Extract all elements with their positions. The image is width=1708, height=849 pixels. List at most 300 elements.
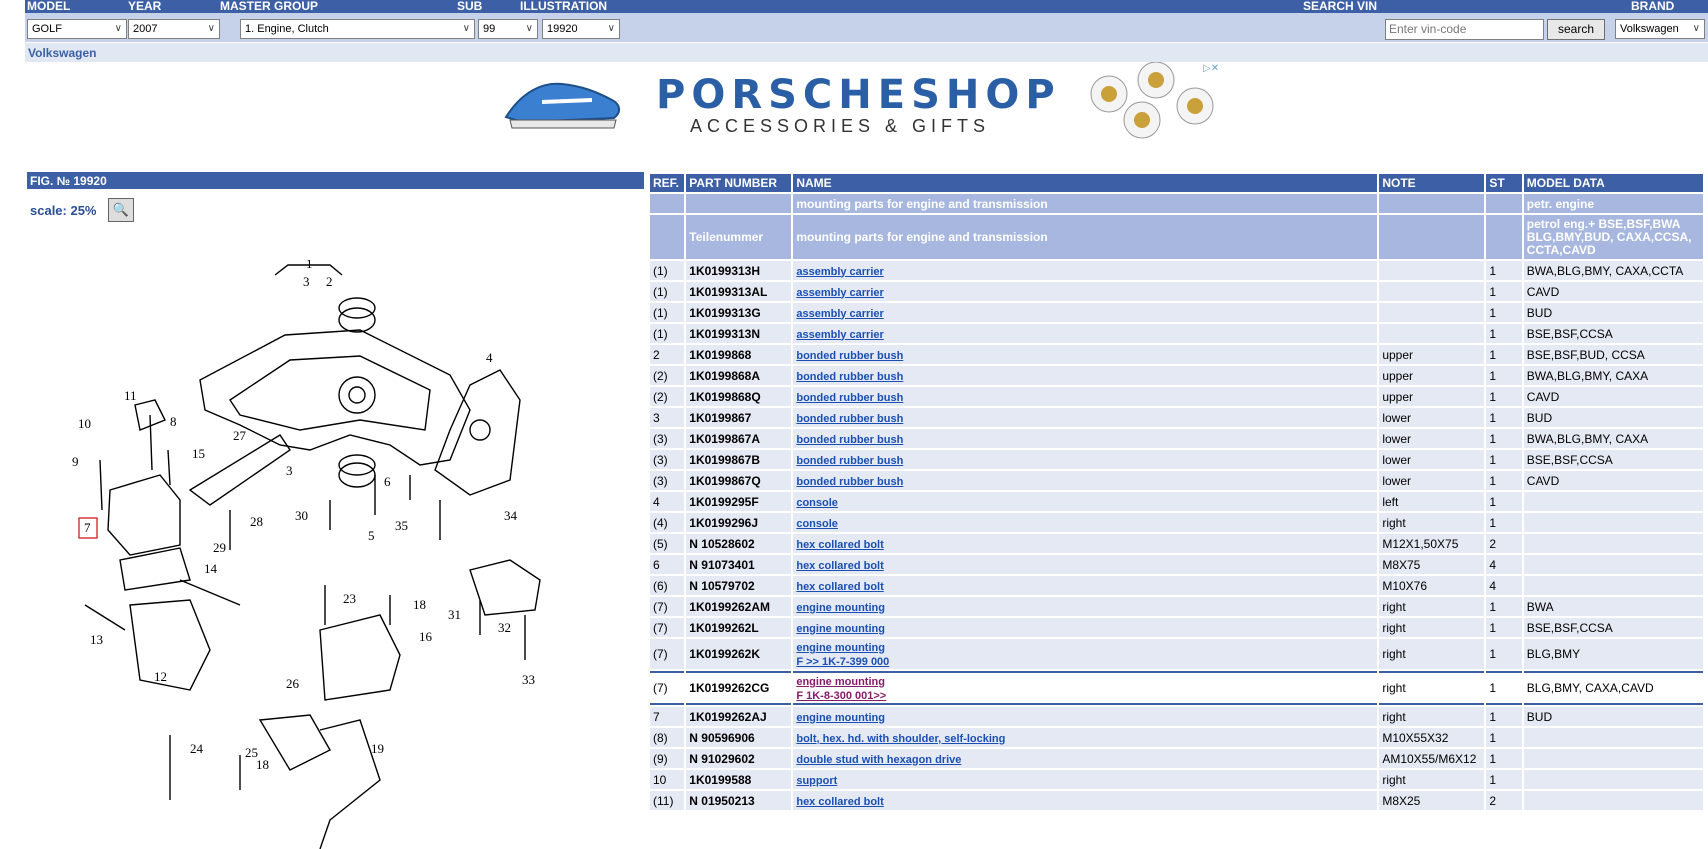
year-select-value: 2007 bbox=[133, 23, 158, 35]
table-row[interactable] bbox=[650, 791, 1703, 810]
cell-name bbox=[793, 408, 1377, 427]
diagram-callout[interactable]: 27 bbox=[233, 428, 246, 443]
cell-pn: 1K0199262AJ bbox=[686, 707, 791, 726]
part-name-link[interactable]: bonded rubber bush bbox=[796, 412, 904, 425]
cell-pn: 1K0199262L bbox=[686, 618, 791, 637]
cell-name bbox=[793, 618, 1377, 637]
diagram-callout[interactable]: 8 bbox=[170, 414, 177, 429]
cell-ref: (1) bbox=[650, 282, 684, 301]
cell-pn: N 91073401 bbox=[686, 555, 791, 574]
cell-name bbox=[793, 707, 1377, 726]
group-cell-pn: Teilenummer bbox=[686, 215, 791, 259]
cell-name bbox=[793, 749, 1377, 768]
table-row[interactable] bbox=[650, 576, 1703, 595]
table-row[interactable] bbox=[650, 303, 1703, 322]
part-name-link[interactable]: hex collared bolt bbox=[796, 580, 884, 593]
part-name-link[interactable]: assembly carrier bbox=[796, 307, 884, 320]
part-name-link[interactable]: assembly carrier bbox=[796, 286, 884, 299]
cell-st: 1 bbox=[1486, 345, 1521, 364]
cell-model: BSE,BSF,BUD, CCSA bbox=[1524, 345, 1703, 364]
table-row[interactable] bbox=[650, 534, 1703, 553]
diagram-callout[interactable]: 24 bbox=[190, 741, 203, 756]
parts-diagram-drawing bbox=[30, 260, 650, 849]
col-note: NOTE bbox=[1379, 174, 1484, 192]
cell-name bbox=[793, 513, 1377, 532]
cell-pn: 1K0199867B bbox=[686, 450, 791, 469]
cell-pn: 1K0199313AL bbox=[686, 282, 791, 301]
cell-st: 1 bbox=[1486, 597, 1521, 616]
part-name-link[interactable]: bolt, hex. hd. with shoulder, self-locking bbox=[796, 732, 1006, 745]
cell-st: 1 bbox=[1486, 618, 1521, 637]
cell-pn: 1K0199295F bbox=[686, 492, 791, 511]
cell-pn: 1K0199296J bbox=[686, 513, 791, 532]
table-row[interactable] bbox=[650, 728, 1703, 747]
table-row[interactable] bbox=[650, 471, 1703, 490]
cell-note: right bbox=[1379, 513, 1484, 532]
diagram-callout[interactable]: 5 bbox=[368, 528, 375, 543]
diagram-callout[interactable]: 7 bbox=[84, 520, 91, 535]
part-name-link[interactable]: engine mounting bbox=[796, 676, 885, 688]
illustration-select-value: 19920 bbox=[547, 23, 578, 35]
banner-subline: ACCESSORIES & GIFTS bbox=[690, 116, 991, 136]
chevron-down-icon: ∨ bbox=[1692, 23, 1700, 34]
parts-table bbox=[648, 172, 1705, 812]
part-name-link[interactable]: console bbox=[796, 517, 838, 530]
cell-st: 4 bbox=[1486, 576, 1521, 595]
cell-model: CAVD bbox=[1524, 471, 1703, 490]
cell-st: 1 bbox=[1486, 429, 1521, 448]
cell-name bbox=[793, 728, 1377, 747]
chevron-down-icon: ∨ bbox=[114, 23, 122, 34]
cell-ref: (5) bbox=[650, 534, 684, 553]
search-vin-label: SEARCH VIN bbox=[1303, 0, 1378, 13]
brand-select-value: Volkswagen bbox=[1620, 23, 1679, 35]
cell-note: right bbox=[1379, 639, 1484, 669]
cell-st: 4 bbox=[1486, 555, 1521, 574]
cell-st: 1 bbox=[1486, 450, 1521, 469]
porsche-plates-icon bbox=[1091, 62, 1213, 138]
cell-model: CAVD bbox=[1524, 282, 1703, 301]
cell-note: lower bbox=[1379, 408, 1484, 427]
year-label: YEAR bbox=[128, 0, 162, 13]
cell-st: 1 bbox=[1486, 749, 1521, 768]
cell-pn: N 91029602 bbox=[686, 749, 791, 768]
diagram-callout[interactable]: 3 bbox=[303, 274, 310, 289]
diagram-callout[interactable]: 19 bbox=[371, 741, 384, 756]
cell-model bbox=[1524, 770, 1703, 789]
scale-label: scale: 25% bbox=[30, 203, 97, 218]
cell-pn: 1K0199262CG bbox=[686, 671, 791, 705]
breadcrumb[interactable]: Volkswagen bbox=[28, 46, 97, 60]
cell-model: BUD bbox=[1524, 408, 1703, 427]
cell-pn: N 90596906 bbox=[686, 728, 791, 747]
cell-name bbox=[793, 770, 1377, 789]
diagram-callout[interactable]: 34 bbox=[504, 508, 517, 523]
vin-search-input[interactable]: Enter vin-code bbox=[1385, 19, 1544, 40]
cell-note: lower bbox=[1379, 450, 1484, 469]
cell-ref: 10 bbox=[650, 770, 684, 789]
cell-note: upper bbox=[1379, 345, 1484, 364]
engine-mount-left-drawing bbox=[108, 475, 180, 555]
cell-name bbox=[793, 429, 1377, 448]
table-row[interactable] bbox=[650, 282, 1703, 301]
diagram-callout[interactable]: 9 bbox=[72, 454, 79, 469]
group-cell-ref bbox=[650, 194, 684, 213]
diagram-callout[interactable]: 29 bbox=[213, 540, 226, 555]
diagram-callout[interactable]: 15 bbox=[192, 446, 205, 461]
table-row[interactable] bbox=[650, 492, 1703, 511]
cell-ref: 2 bbox=[650, 345, 684, 364]
cell-name bbox=[793, 471, 1377, 490]
master-group-label: MASTER GROUP bbox=[220, 0, 319, 13]
table-row[interactable] bbox=[650, 513, 1703, 532]
cell-ref: (8) bbox=[650, 728, 684, 747]
group-cell-ref bbox=[650, 215, 684, 259]
cell-pn: 1K0199868Q bbox=[686, 387, 791, 406]
cell-ref: (7) bbox=[650, 618, 684, 637]
filter-label-bar bbox=[25, 0, 1708, 13]
diagram-callout[interactable]: 18 bbox=[413, 597, 426, 612]
cell-model bbox=[1524, 534, 1703, 553]
table-row[interactable] bbox=[650, 366, 1703, 385]
sub-select-value: 99 bbox=[483, 23, 496, 35]
brand-select[interactable] bbox=[1615, 19, 1705, 39]
diagram-callout[interactable]: 13 bbox=[90, 632, 103, 647]
cell-model: BUD bbox=[1524, 707, 1703, 726]
cell-name bbox=[793, 387, 1377, 406]
table-row[interactable] bbox=[650, 387, 1703, 406]
cell-model: BSE,BSF,CCSA bbox=[1524, 450, 1703, 469]
callout-layer bbox=[72, 260, 535, 772]
group-row bbox=[650, 194, 1703, 213]
zoom-button[interactable] bbox=[108, 198, 134, 222]
part-name-link[interactable]: engine mounting bbox=[796, 642, 885, 654]
cell-pn: 1K0199262AM bbox=[686, 597, 791, 616]
table-row[interactable] bbox=[650, 671, 1703, 705]
cell-pn: 1K0199313N bbox=[686, 324, 791, 343]
table-row[interactable] bbox=[650, 770, 1703, 789]
brand-label: BRAND bbox=[1631, 0, 1675, 13]
cell-note: M8X75 bbox=[1379, 555, 1484, 574]
cell-ref: (1) bbox=[650, 324, 684, 343]
table-row[interactable] bbox=[650, 618, 1703, 637]
cell-name bbox=[793, 791, 1377, 810]
illustration-label: ILLUSTRATION bbox=[520, 0, 608, 13]
part-name-link[interactable]: engine mounting bbox=[796, 601, 885, 614]
group-cell-st bbox=[1486, 215, 1521, 259]
cell-st: 1 bbox=[1486, 671, 1521, 705]
diagram-callout[interactable]: 35 bbox=[395, 518, 408, 533]
part-name-link[interactable]: hex collared bolt bbox=[796, 795, 884, 808]
chevron-down-icon: ∨ bbox=[207, 23, 215, 34]
col-name: NAME bbox=[793, 174, 1377, 192]
cell-name bbox=[793, 450, 1377, 469]
transmission-mount-drawing bbox=[320, 615, 400, 700]
cell-name bbox=[793, 576, 1377, 595]
diagram-callout[interactable]: 1 bbox=[306, 260, 313, 271]
sub-select[interactable] bbox=[478, 19, 538, 39]
diagram-callout[interactable]: 11 bbox=[124, 388, 137, 403]
cell-name bbox=[793, 324, 1377, 343]
cell-name bbox=[793, 303, 1377, 322]
diagram-callout[interactable]: 16 bbox=[419, 629, 432, 644]
diagram-callout[interactable]: 31 bbox=[448, 607, 461, 622]
cell-pn: 1K0199868 bbox=[686, 345, 791, 364]
cell-st: 1 bbox=[1486, 770, 1521, 789]
model-select-value: GOLF bbox=[32, 23, 62, 35]
cell-note bbox=[1379, 282, 1484, 301]
cell-ref: (6) bbox=[650, 576, 684, 595]
cell-name bbox=[793, 345, 1377, 364]
cell-note: left bbox=[1379, 492, 1484, 511]
diagram-callout[interactable]: 2 bbox=[326, 274, 333, 289]
cell-note: upper bbox=[1379, 366, 1484, 385]
part-name-link[interactable]: hex collared bolt bbox=[796, 538, 884, 551]
part-name-link[interactable]: bonded rubber bush bbox=[796, 391, 904, 404]
cell-ref: (9) bbox=[650, 749, 684, 768]
cell-model bbox=[1524, 749, 1703, 768]
cell-note: lower bbox=[1379, 429, 1484, 448]
cell-ref: (1) bbox=[650, 303, 684, 322]
vin-search-button[interactable]: search bbox=[1547, 19, 1605, 40]
cell-st: 1 bbox=[1486, 639, 1521, 669]
table-row[interactable] bbox=[650, 707, 1703, 726]
diagram-callout[interactable]: 28 bbox=[250, 514, 263, 529]
figure-title: FIG. № 19920 bbox=[30, 174, 107, 188]
part-name-link[interactable]: support bbox=[796, 774, 838, 787]
cell-name bbox=[793, 492, 1377, 511]
cell-st: 1 bbox=[1486, 387, 1521, 406]
cell-ref: (4) bbox=[650, 513, 684, 532]
cell-ref: (7) bbox=[650, 671, 684, 705]
cell-model bbox=[1524, 791, 1703, 810]
table-row[interactable] bbox=[650, 429, 1703, 448]
console-right-drawing bbox=[435, 370, 520, 495]
cell-st: 1 bbox=[1486, 324, 1521, 343]
cell-pn: 1K0199867 bbox=[686, 408, 791, 427]
diagram-callout[interactable]: 23 bbox=[343, 591, 356, 606]
cell-note: upper bbox=[1379, 387, 1484, 406]
diagram-callout[interactable]: 10 bbox=[78, 416, 91, 431]
cell-note: M10X55X32 bbox=[1379, 728, 1484, 747]
diagram-callout[interactable]: 14 bbox=[204, 561, 217, 576]
diagram-callout[interactable]: 26 bbox=[286, 676, 299, 691]
cell-model: BWA bbox=[1524, 597, 1703, 616]
cell-st: 2 bbox=[1486, 534, 1521, 553]
cell-model: BSE,BSF,CCSA bbox=[1524, 324, 1703, 343]
part-name-link[interactable]: bonded rubber bush bbox=[796, 475, 904, 488]
cell-ref: (7) bbox=[650, 597, 684, 616]
cell-pn: N 10528602 bbox=[686, 534, 791, 553]
parts-diagram[interactable] bbox=[30, 260, 650, 849]
cell-name bbox=[793, 261, 1377, 280]
illustration-select[interactable] bbox=[542, 19, 620, 39]
cell-note: M8X25 bbox=[1379, 791, 1484, 810]
cell-st: 1 bbox=[1486, 513, 1521, 532]
part-name-link[interactable]: console bbox=[796, 496, 838, 509]
cell-st: 1 bbox=[1486, 728, 1521, 747]
parts-table-header bbox=[650, 174, 1703, 192]
sneaker-icon bbox=[506, 84, 619, 128]
part-name-link[interactable]: engine mounting bbox=[796, 711, 885, 724]
cell-note: M10X76 bbox=[1379, 576, 1484, 595]
master-group-select[interactable] bbox=[240, 19, 475, 39]
cell-pn: N 01950213 bbox=[686, 791, 791, 810]
part-name-link[interactable]: assembly carrier bbox=[796, 328, 884, 341]
cell-st: 1 bbox=[1486, 282, 1521, 301]
table-row[interactable] bbox=[650, 408, 1703, 427]
group-cell-model: petrol eng.+ BSE,BSF,BWA BLG,BMY,BUD, CAXA,CCSA, CCTA,CAVD bbox=[1524, 215, 1703, 259]
diagram-callout[interactable]: 32 bbox=[498, 620, 511, 635]
cell-name bbox=[793, 671, 1377, 705]
cell-st: 1 bbox=[1486, 408, 1521, 427]
model-select[interactable] bbox=[27, 19, 127, 39]
table-row[interactable] bbox=[650, 555, 1703, 574]
cell-note: right bbox=[1379, 597, 1484, 616]
cell-model bbox=[1524, 513, 1703, 532]
cell-ref: (2) bbox=[650, 366, 684, 385]
cell-pn: 1K0199313H bbox=[686, 261, 791, 280]
cell-ref: (3) bbox=[650, 471, 684, 490]
group-cell-name: mounting parts for engine and transmission bbox=[793, 215, 1377, 259]
cell-note bbox=[1379, 324, 1484, 343]
magnifier-icon: 🔍 bbox=[112, 202, 130, 217]
cell-model: BLG,BMY bbox=[1524, 639, 1703, 669]
part-name-link[interactable]: double stud with hexagon drive bbox=[796, 753, 962, 766]
cell-ref: 3 bbox=[650, 408, 684, 427]
cell-st: 1 bbox=[1486, 261, 1521, 280]
diagram-callout[interactable]: 12 bbox=[154, 669, 167, 684]
cell-model: BSE,BSF,CCSA bbox=[1524, 618, 1703, 637]
cell-pn: N 10579702 bbox=[686, 576, 791, 595]
part-name-link[interactable]: bonded rubber bush bbox=[796, 433, 904, 446]
cell-ref: (7) bbox=[650, 639, 684, 669]
cell-st: 1 bbox=[1486, 707, 1521, 726]
part-name-link[interactable]: bonded rubber bush bbox=[796, 454, 904, 467]
table-row[interactable] bbox=[650, 749, 1703, 768]
model-label: MODEL bbox=[27, 0, 71, 13]
cell-name bbox=[793, 534, 1377, 553]
cell-ref: (11) bbox=[650, 791, 684, 810]
cell-model bbox=[1524, 492, 1703, 511]
cell-note: right bbox=[1379, 707, 1484, 726]
col-model-data: MODEL DATA bbox=[1524, 174, 1703, 192]
group-cell-st bbox=[1486, 194, 1521, 213]
cell-name bbox=[793, 282, 1377, 301]
part-name-link[interactable]: bonded rubber bush bbox=[796, 349, 904, 362]
part-name-link[interactable]: hex collared bolt bbox=[796, 559, 884, 572]
cell-note: M12X1,50X75 bbox=[1379, 534, 1484, 553]
group-cell-note bbox=[1379, 194, 1484, 213]
diagram-callout[interactable]: 30 bbox=[295, 508, 308, 523]
cell-ref: (3) bbox=[650, 429, 684, 448]
banner-headline: PORSCHESHOP bbox=[656, 72, 1061, 118]
cell-note: right bbox=[1379, 671, 1484, 705]
cell-model: BWA,BLG,BMY, CAXA bbox=[1524, 429, 1703, 448]
col-st: ST bbox=[1486, 174, 1521, 192]
cell-ref: 7 bbox=[650, 707, 684, 726]
cell-name bbox=[793, 366, 1377, 385]
cell-pn: 1K0199867Q bbox=[686, 471, 791, 490]
table-row[interactable] bbox=[650, 450, 1703, 469]
group-row bbox=[650, 215, 1703, 259]
diagram-callout[interactable]: 25 bbox=[245, 745, 258, 760]
cell-name bbox=[793, 597, 1377, 616]
cell-st: 1 bbox=[1486, 471, 1521, 490]
part-name-link[interactable]: assembly carrier bbox=[796, 265, 884, 278]
cell-name bbox=[793, 639, 1377, 669]
cell-model: BWA,BLG,BMY, CAXA bbox=[1524, 366, 1703, 385]
col-part-number: PART NUMBER bbox=[686, 174, 791, 192]
year-select[interactable] bbox=[128, 19, 220, 39]
table-row[interactable] bbox=[650, 324, 1703, 343]
cell-pn: 1K0199868A bbox=[686, 366, 791, 385]
part-date-range-link[interactable]: F >> 1K-7-399 000 bbox=[796, 656, 890, 668]
part-name-link[interactable]: bonded rubber bush bbox=[796, 370, 904, 383]
chevron-down-icon: ∨ bbox=[462, 23, 470, 34]
cell-model bbox=[1524, 555, 1703, 574]
cell-note: lower bbox=[1379, 471, 1484, 490]
cell-pn: 1K0199262K bbox=[686, 639, 791, 669]
ad-close-icon[interactable]: ▷✕ bbox=[1203, 63, 1220, 74]
figure-header bbox=[27, 172, 644, 189]
cell-model: BUD bbox=[1524, 303, 1703, 322]
diagram-callout[interactable]: 6 bbox=[384, 474, 391, 489]
cell-pn: 1K0199867A bbox=[686, 429, 791, 448]
table-row[interactable] bbox=[650, 345, 1703, 364]
master-group-select-value: 1. Engine, Clutch bbox=[245, 23, 329, 35]
cell-ref: (2) bbox=[650, 387, 684, 406]
cell-pn: 1K0199588 bbox=[686, 770, 791, 789]
diagram-callout[interactable]: 18 bbox=[256, 757, 269, 772]
diagram-callout[interactable]: 4 bbox=[486, 350, 493, 365]
diagram-callout[interactable]: 3 bbox=[286, 463, 293, 478]
cell-model bbox=[1524, 728, 1703, 747]
cell-ref: (3) bbox=[650, 450, 684, 469]
group-cell-model: petr. engine bbox=[1524, 194, 1703, 213]
cell-note: AM10X55/M6X12 bbox=[1379, 749, 1484, 768]
col-ref: REF. bbox=[650, 174, 684, 192]
cell-model bbox=[1524, 576, 1703, 595]
group-cell-name: mounting parts for engine and transmission bbox=[793, 194, 1377, 213]
breadcrumb-bar bbox=[25, 43, 1708, 62]
cell-st: 2 bbox=[1486, 791, 1521, 810]
sub-label: SUB bbox=[457, 0, 483, 13]
cell-note bbox=[1379, 303, 1484, 322]
cell-note: right bbox=[1379, 618, 1484, 637]
cell-ref: 4 bbox=[650, 492, 684, 511]
diagram-callout[interactable]: 33 bbox=[522, 672, 535, 687]
cell-model: BLG,BMY, CAXA,CAVD bbox=[1524, 671, 1703, 705]
chevron-down-icon: ∨ bbox=[607, 23, 615, 34]
cell-st: 1 bbox=[1486, 303, 1521, 322]
cell-model: CAVD bbox=[1524, 387, 1703, 406]
cell-ref: (1) bbox=[650, 261, 684, 280]
table-row[interactable] bbox=[650, 261, 1703, 280]
group-cell-pn bbox=[686, 194, 791, 213]
table-row[interactable] bbox=[650, 597, 1703, 616]
cell-st: 1 bbox=[1486, 492, 1521, 511]
cell-ref: 6 bbox=[650, 555, 684, 574]
cell-note: right bbox=[1379, 770, 1484, 789]
filter-bar bbox=[25, 0, 1708, 42]
cell-st: 1 bbox=[1486, 366, 1521, 385]
cell-name bbox=[793, 555, 1377, 574]
cell-note bbox=[1379, 261, 1484, 280]
part-date-range-link[interactable]: F 1K-8-300 001>> bbox=[796, 690, 887, 702]
part-name-link[interactable]: engine mounting bbox=[796, 622, 885, 635]
table-row[interactable] bbox=[650, 639, 1703, 669]
